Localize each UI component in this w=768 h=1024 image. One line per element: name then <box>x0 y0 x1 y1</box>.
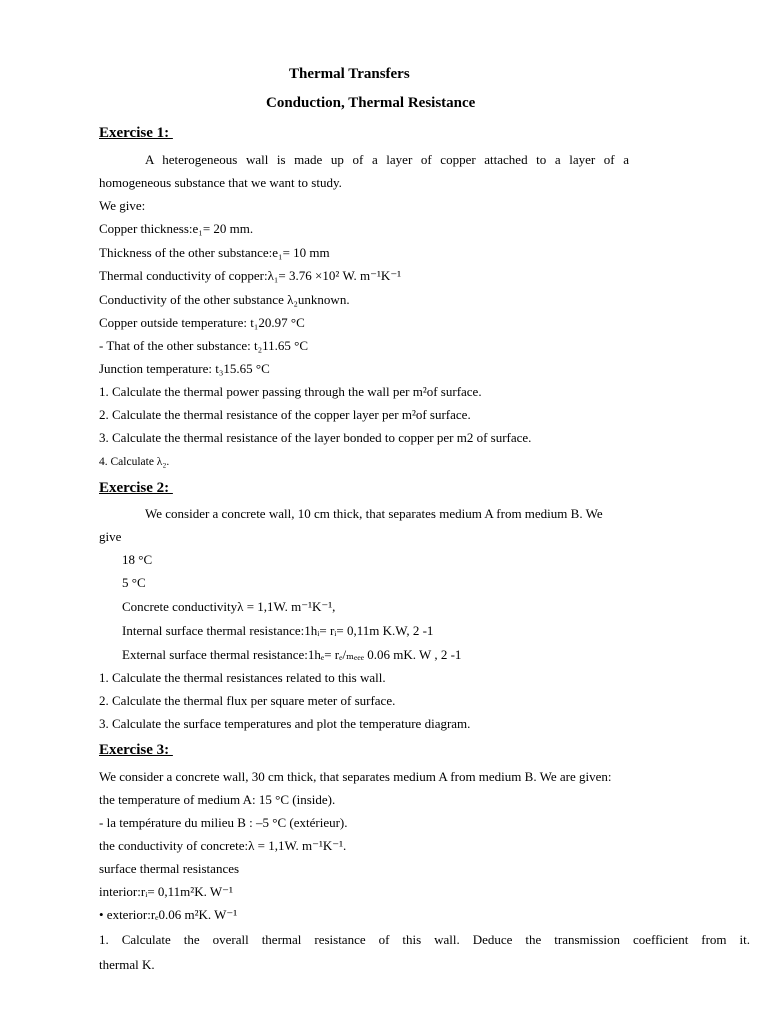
page-title: Thermal Transfers <box>289 66 410 82</box>
ex2-given-temperature-b: 5 °C <box>122 575 146 590</box>
ex1-question-2: 2. Calculate the thermal resistance of the copper layer per m²of surface. <box>99 407 471 422</box>
ex2-question-3: 3. Calculate the surface temperatures and plot the temperature diagram. <box>99 716 471 731</box>
ex1-intro-line-2: homogeneous substance that we want to study. <box>99 175 342 190</box>
ex3-intro: We consider a concrete wall, 30 cm thick, that separates medium A from medium B. We are given: <box>99 769 612 784</box>
exercise-3-heading: Exercise 3: <box>99 742 173 758</box>
ex3-interior-resistance: interior:rᵢ= 0,11m²K. W⁻¹ <box>99 884 233 899</box>
exercise-2-heading: Exercise 2: <box>99 480 173 496</box>
ex1-we-give: We give: <box>99 198 146 213</box>
ex3-concrete-conductivity: the conductivity of concrete:λ = 1,1W. m⁻¹K⁻¹. <box>99 838 347 853</box>
ex2-intro-line-2: give <box>99 529 122 544</box>
ex1-given-other-conductivity: Conductivity of the other substance λ₂unknown. <box>99 292 350 307</box>
ex3-temperature-b: - la température du milieu B : –5 °C (extérieur). <box>99 815 348 830</box>
ex2-given-temperature-a: 18 °C <box>122 552 153 567</box>
ex1-intro-line-1: A heterogeneous wall is made up of a layer of copper attached to a layer of a <box>145 152 629 167</box>
ex3-temperature-a: the temperature of medium A: 15 °C (inside). <box>99 792 336 807</box>
ex1-given-copper-conductivity: Thermal conductivity of copper:λ₁= 3.76 ×10² W. m⁻¹K⁻¹ <box>99 268 402 283</box>
ex2-question-2: 2. Calculate the thermal flux per square meter of surface. <box>99 693 396 708</box>
ex1-question-4: 4. Calculate λ₂. <box>99 456 170 468</box>
ex2-intro-line-1: We consider a concrete wall, 10 cm thick, that separates medium A from medium B. We <box>145 506 603 521</box>
ex3-question-1-line-1: 1. Calculate the overall thermal resistance of this wall. Deduce the transmission coefficient from it. <box>99 932 750 947</box>
ex1-given-other-thickness: Thickness of the other substance:e₁= 10 mm <box>99 245 330 260</box>
ex3-surface-resistances: surface thermal resistances <box>99 861 240 876</box>
ex2-given-concrete-conductivity: Concrete conductivityλ = 1,1W. m⁻¹K⁻¹, <box>122 599 336 614</box>
ex1-given-junction-temperature: Junction temperature: t₃15.65 °C <box>99 361 270 376</box>
ex2-given-internal-resistance: Internal surface thermal resistance:1hᵢ= rᵢ= 0,11m K.W, 2 -1 <box>122 623 434 638</box>
ex1-question-1: 1. Calculate the thermal power passing through the wall per m²of surface. <box>99 384 482 399</box>
exercise-1-heading: Exercise 1: <box>99 125 173 141</box>
ex1-given-copper-thickness: Copper thickness:e₁= 20 mm. <box>99 221 254 236</box>
ex1-question-3: 3. Calculate the thermal resistance of the layer bonded to copper per m2 of surface. <box>99 430 532 445</box>
ex2-question-1: 1. Calculate the thermal resistances related to this wall. <box>99 670 386 685</box>
ex1-given-other-temperature: - That of the other substance: t₂11.65 °C <box>99 338 309 353</box>
ex3-exterior-resistance: • exterior:rₑ0.06 m²K. W⁻¹ <box>99 907 238 922</box>
ex2-given-external-resistance: External surface thermal resistance:1hₑ= rₑ/ₘₑₑₑ 0.06 mK. W , 2 -1 <box>122 647 462 662</box>
page-subtitle: Conduction, Thermal Resistance <box>266 95 476 111</box>
ex1-given-copper-temperature: Copper outside temperature: t₁20.97 °C <box>99 315 305 330</box>
ex3-question-1-line-2: thermal K. <box>99 957 155 972</box>
